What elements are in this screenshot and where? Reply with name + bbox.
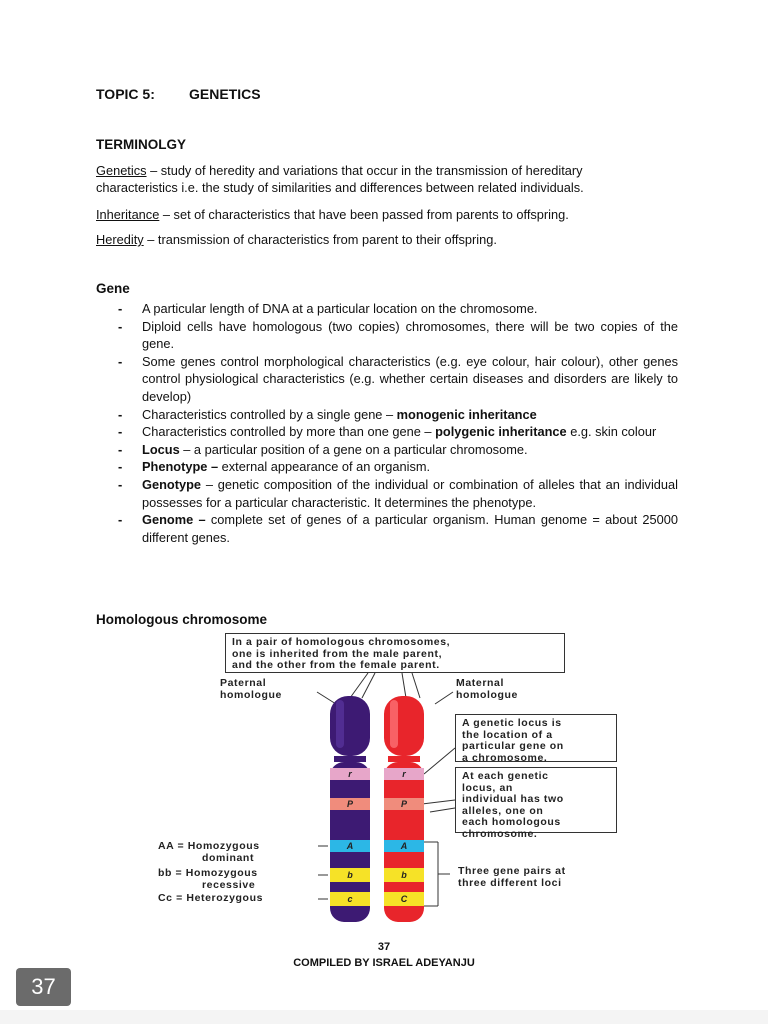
list-item: - Phenotype – external appearance of an organism. [118, 458, 678, 476]
list-item: - Some genes control morphological characteristics (e.g. eye colour, hair colour), other genes control physiological characteristics (e.g. whether certain diseases and disorders are likely to develop) [118, 353, 678, 406]
terminology-heading: TERMINOLGY [96, 137, 186, 152]
aa-genotype-label: AA = Homozygous dominant [158, 840, 260, 864]
topic-name: GENETICS [189, 86, 261, 102]
genetics-term: Genetics [96, 163, 147, 178]
locus-note-box: A genetic locus is the location of a particular gene on a chromosome. [455, 714, 617, 762]
genetics-definition [96, 162, 696, 196]
allele-note-box: At each genetic locus, an individual has two alleles, one on each homologous chromosome. [455, 767, 617, 833]
gene-pairs-note: Three gene pairs at three different loci [458, 865, 566, 889]
list-item: - Genotype – genetic composition of the individual or combination of alleles that an individual possesses for a particular characteristic. It determines the phenotype. [118, 476, 678, 511]
inheritance-def: – set of characteristics that have been passed from parents to offspring. [159, 207, 569, 222]
genetics-def-line2: characteristics i.e. the study of similarities and differences between related individuals. [96, 180, 584, 195]
page-number: 37 [377, 941, 391, 953]
homologous-heading: Homologous chromosome [96, 612, 268, 627]
inheritance-note-box: In a pair of homologous chromosomes, one is inherited from the male parent, and the other from the female parent. [225, 633, 565, 673]
allele-c-paternal: c [347, 894, 353, 904]
list-item: - Characteristics controlled by a single gene – monogenic inheritance [118, 406, 678, 424]
maternal-chromosome [384, 696, 424, 922]
gene-bullet-list [118, 300, 678, 546]
heredity-def: – transmission of characteristics from parent to their offspring. [143, 232, 497, 247]
gene-heading: Gene [96, 281, 130, 296]
allele-r-paternal: r [348, 769, 352, 779]
allele-a-paternal: A [346, 841, 354, 851]
bb-genotype-label: bb = Homozygous recessive [158, 867, 258, 891]
list-item: - Diploid cells have homologous (two copies) chromosomes, there will be two copies of the gene. [118, 318, 678, 353]
topic-label: TOPIC 5: [96, 86, 155, 102]
paternal-chromosome [330, 696, 370, 922]
inheritance-definition [96, 206, 696, 223]
allele-b-paternal: b [347, 870, 353, 880]
heredity-term: Heredity [96, 232, 144, 247]
allele-b-maternal: b [401, 870, 407, 880]
inheritance-term: Inheritance [96, 207, 160, 222]
cc-genotype-label: Cc = Heterozygous [158, 892, 264, 904]
allele-p-maternal: P [400, 799, 408, 809]
maternal-label: Maternal homologue [456, 677, 518, 701]
list-item: - A particular length of DNA at a particular location on the chromosome. [118, 300, 678, 318]
allele-p-paternal: P [346, 799, 354, 809]
page-indicator-badge: 37 [16, 968, 71, 1006]
topic-heading [96, 86, 261, 102]
allele-c-maternal: C [400, 894, 408, 904]
list-item: - Locus – a particular position of a gene on a particular chromosome. [118, 441, 678, 459]
allele-r-maternal: r [402, 769, 406, 779]
allele-a-maternal: A [400, 841, 408, 851]
heredity-definition [96, 231, 696, 248]
footer-credit: COMPILED BY ISRAEL ADEYANJU [293, 957, 475, 969]
genetics-def-line1: – study of heredity and variations that occur in the transmission of hereditary [146, 163, 583, 178]
list-item: - Characteristics controlled by more than one gene – polygenic inheritance e.g. skin colour [118, 423, 678, 441]
paternal-label: Paternal homologue [220, 677, 282, 701]
list-item: - Genome – complete set of genes of a particular organism. Human genome = about 25000 different genes. [118, 511, 678, 546]
